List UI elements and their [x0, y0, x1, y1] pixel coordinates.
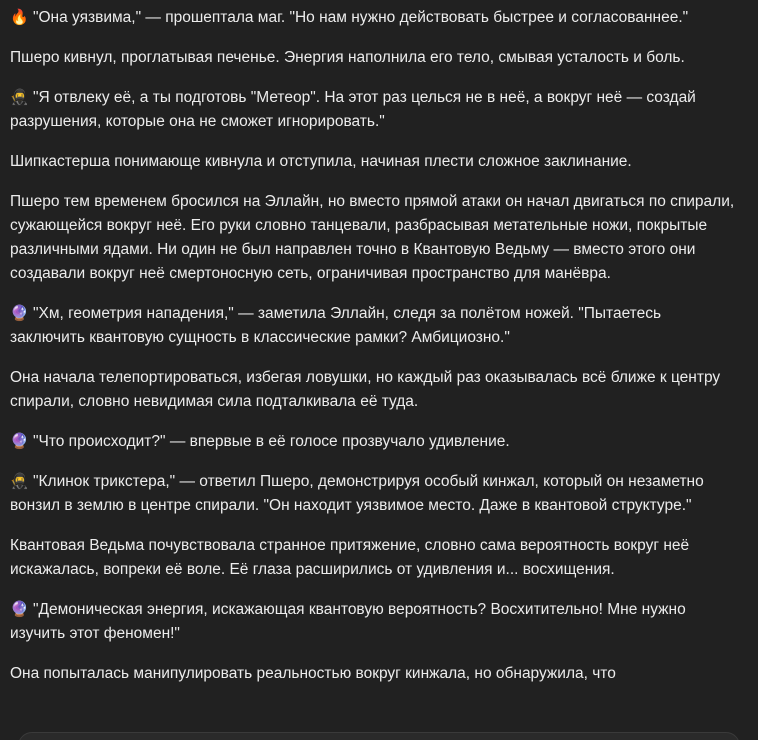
paragraph-8	[10, 430, 740, 454]
paragraph-text: "Что происходит?" — впервые в её голосе прозвучало удивление.	[33, 433, 510, 450]
paragraph-12	[10, 662, 740, 686]
ninja-emoji-icon: 🥷	[10, 473, 29, 490]
paragraph-text: "Клинок трикстера," — ответил Пшеро, демонстрируя особый кинжал, который он незаметно вонзил в землю в центре спирали. "Он находит уязвимое место. Даже в квантовой структуре."	[10, 473, 704, 514]
crystal-ball-emoji-icon: 🔮	[10, 433, 29, 450]
paragraph-2	[10, 46, 740, 70]
paragraph-3	[10, 86, 740, 134]
paragraph-10	[10, 534, 740, 582]
crystal-ball-emoji-icon: 🔮	[10, 601, 29, 618]
paragraph-text: Квантовая Ведьма почувствовала странное притяжение, словно сама вероятность вокруг неё искажалась, вопреки её воле. Её глаза расширились от удивления и... восхищения.	[10, 537, 690, 578]
paragraph-11	[10, 598, 740, 646]
ninja-emoji-icon: 🥷	[10, 89, 29, 106]
paragraph-text: "Она уязвима," — прошептала маг. "Но нам нужно действовать быстрее и согласованнее."	[33, 9, 689, 26]
paragraph-4	[10, 150, 740, 174]
paragraph-5	[10, 190, 740, 286]
paragraph-text: "Я отвлеку её, а ты подготовь "Метеор". На этот раз целься не в неё, а вокруг неё — создай разрушения, которые она не сможет игнорировать."	[10, 89, 696, 130]
paragraph-text: Она начала телепортироваться, избегая ловушки, но каждый раз оказывалась всё ближе к центру спирали, словно невидимая сила подталкивала её туда.	[10, 369, 721, 410]
paragraph-text: Пшеро тем временем бросился на Эллайн, но вместо прямой атаки он начал двигаться по спирали, сужающейся вокруг неё. Его руки словно танцевали, разбрасывая метательные ножи, покрытые различными ядами. Ни один не был направлен точно в Квантовую Ведьму — вместо этого они создавали вокруг неё смертоносную сеть, ограничивая пространство для манёвра.	[10, 193, 735, 282]
paragraph-text: Она попыталась манипулировать реальностью вокруг кинжала, но обнаружила, что	[10, 665, 616, 682]
paragraph-6	[10, 302, 740, 350]
paragraph-9	[10, 470, 740, 518]
crystal-ball-emoji-icon: 🔮	[10, 305, 29, 322]
paragraph-7	[10, 366, 740, 414]
paragraph-text: Пшеро кивнул, проглатывая печенье. Энергия наполнила его тело, смывая усталость и боль.	[10, 49, 685, 66]
paragraph-1	[10, 6, 740, 30]
paragraph-text: Шипкастерша понимающе кивнула и отступила, начиная плести сложное заклинание.	[10, 153, 632, 170]
paragraph-text: "Хм, геометрия нападения," — заметила Эллайн, следя за полётом ножей. "Пытаетесь заключить квантовую сущность в классические рамки? Амбициозно."	[10, 305, 662, 346]
paragraph-text: "Демоническая энергия, искажающая квантовую вероятность? Восхитительно! Мне нужно изучить этот феномен!"	[10, 601, 686, 642]
composer-edge[interactable]	[18, 732, 740, 740]
fire-emoji-icon: 🔥	[10, 9, 29, 26]
